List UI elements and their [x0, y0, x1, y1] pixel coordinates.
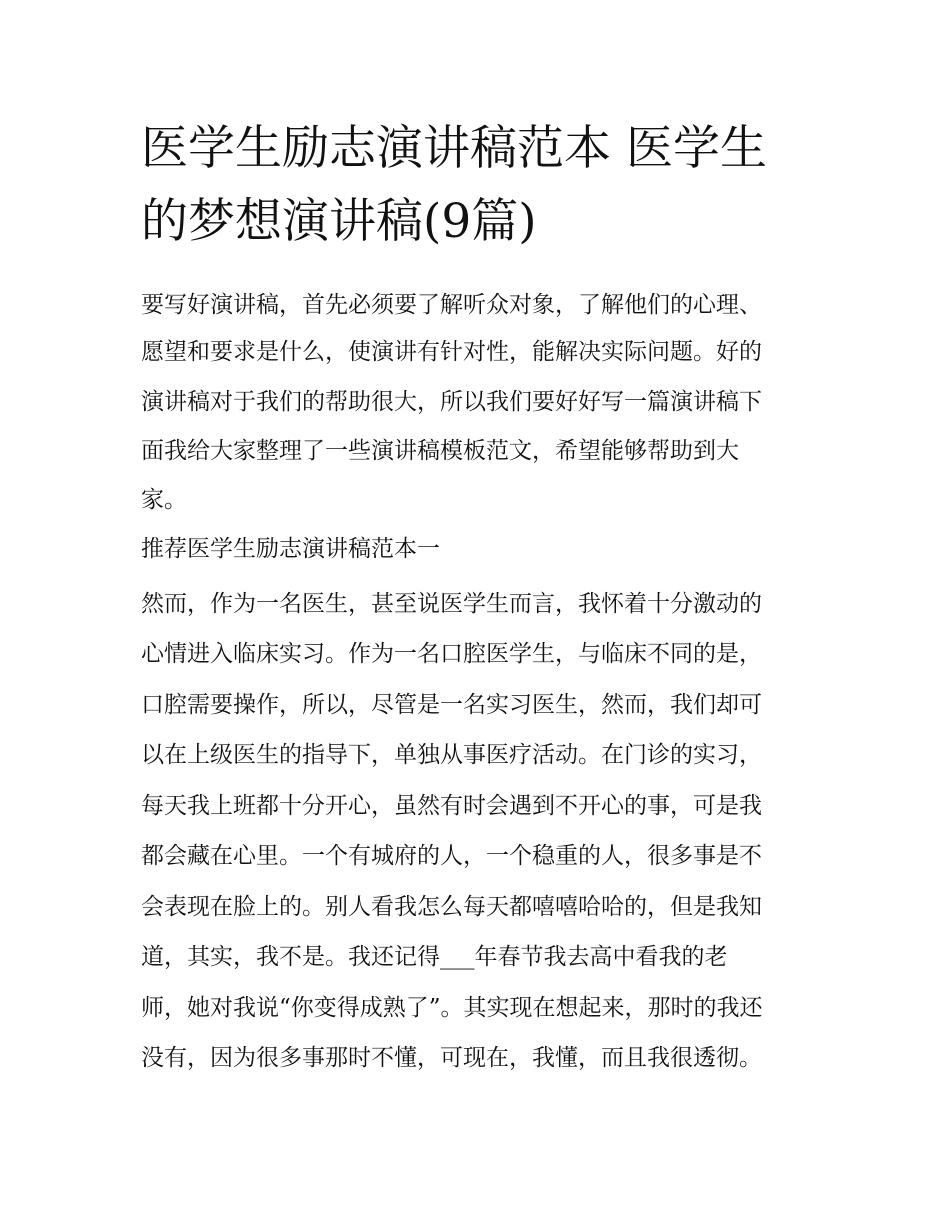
document-title: [141, 112, 821, 258]
intro-line-2: 愿望和要求是什么，使演讲有针对性，能解决实际问题。好的: [141, 339, 762, 365]
body-line-4: 以在上级医生的指导下，单独从事医疗活动。在门诊的实习，: [141, 742, 762, 768]
intro-line-3: 演讲稿对于我们的帮助很大，所以我们要好好写一篇演讲稿下: [141, 389, 762, 415]
body-line-2: 心情进入临床实习。作为一名口腔医学生，与临床不同的是，: [141, 641, 762, 667]
body-line-9: 师，她对我说“你变得成熟了”。其实现在想起来，那时的我还: [141, 995, 763, 1021]
title-line-1: 医学生励志演讲稿范本 医学生: [141, 121, 767, 176]
intro-line-5: 家。: [141, 487, 187, 513]
title-line-2: 的梦想演讲稿(9篇): [141, 194, 537, 249]
body-line-6: 都会藏在心里。一个有城府的人，一个稳重的人，很多事是不: [141, 843, 762, 869]
body-line-10: 没有，因为很多事那时不懂，可现在，我懂，而且我很透彻。: [141, 1045, 762, 1071]
body-line-8: 道，其实，我不是。我还记得___年春节我去高中看我的老: [141, 944, 728, 970]
body-line-5: 每天我上班都十分开心，虽然有时会遇到不开心的事，可是我: [141, 793, 762, 819]
intro-line-4: 面我给大家整理了一些演讲稿模板范文，希望能够帮助到大: [141, 438, 739, 464]
section-heading: 推荐医学生励志演讲稿范本一: [141, 536, 440, 562]
intro-line-1: 要写好演讲稿，首先必须要了解听众对象，了解他们的心理、: [141, 292, 762, 318]
body-line-7: 会表现在脸上的。别人看我怎么每天都嘻嘻哈哈的，但是我知: [141, 894, 762, 920]
body-line-3: 口腔需要操作，所以，尽管是一名实习医生，然而，我们却可: [141, 692, 762, 718]
body-line-1: 然而，作为一名医生，甚至说医学生而言，我怀着十分激动的: [141, 591, 762, 617]
